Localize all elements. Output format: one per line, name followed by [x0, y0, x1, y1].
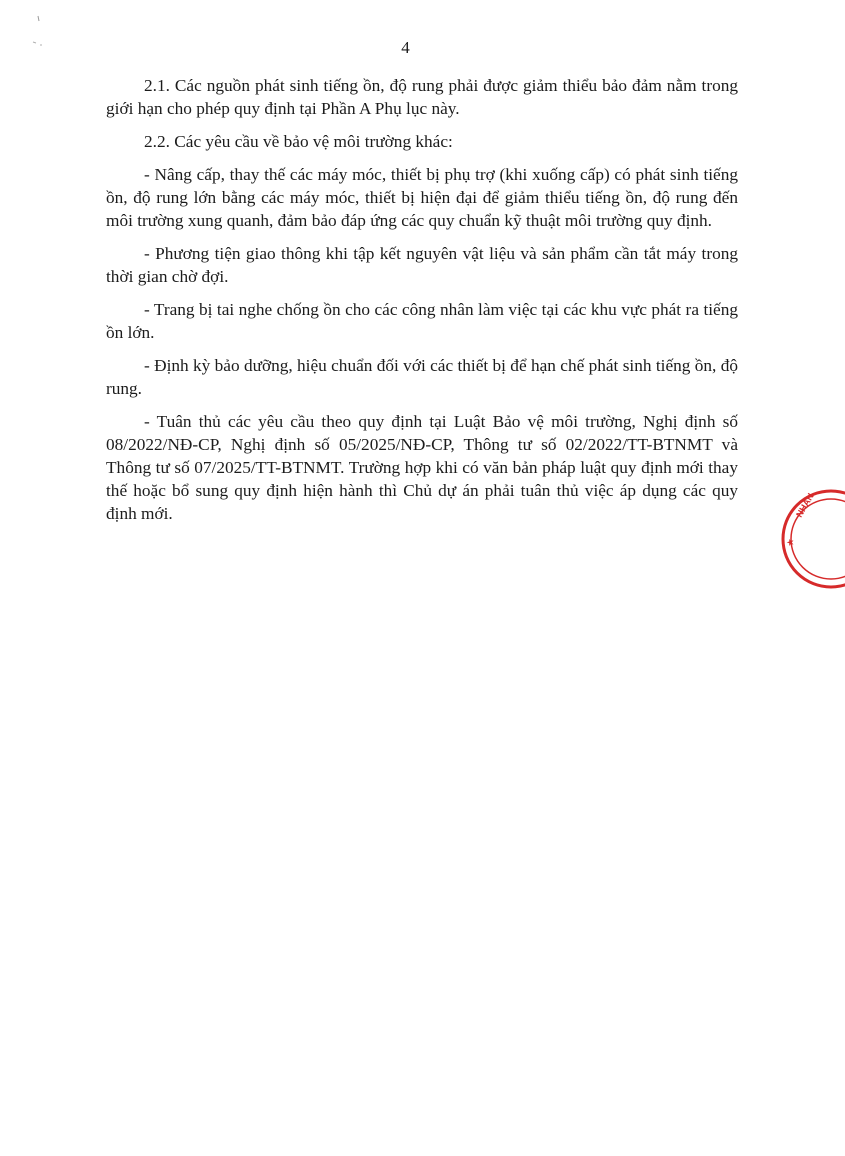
svg-text:NHÂN: NHÂN: [794, 491, 816, 519]
paragraph-ear-protection: - Trang bị tai nghe chống ồn cho các công nhân làm việc tại các khu vực phát ra tiếng ồn lớn.: [106, 300, 738, 342]
paragraph-2-1: 2.1. Các nguồn phát sinh tiếng ồn, độ rung phải được giảm thiểu bảo đảm nằm trong giới hạn cho phép quy định tại Phần A Phụ lục này.: [106, 76, 738, 118]
paragraph-upgrade-equipment: - Nâng cấp, thay thế các máy móc, thiết bị phụ trợ (khi xuống cấp) có phát sinh tiếng ồn, độ rung lớn bằng các máy móc, thiết bị hiện đại để giảm thiểu tiếng ồn, độ rung đến môi trường xung quanh, đảm bảo đáp ứng các quy chuẩn kỹ thuật môi trường quy định.: [106, 165, 738, 230]
svg-text:★: ★: [786, 538, 795, 546]
paragraph-2-2-heading: 2.2. Các yêu cầu về bảo vệ môi trường khác:: [144, 132, 453, 151]
red-seal-stamp-icon: [779, 488, 845, 590]
page-number: 4: [401, 38, 410, 57]
paragraph-maintenance: - Định kỳ bảo dưỡng, hiệu chuẩn đối với các thiết bị để hạn chế phát sinh tiếng ồn, độ rung.: [106, 356, 738, 398]
paragraph-vehicles: - Phương tiện giao thông khi tập kết nguyên vật liệu và sản phẩm cần tắt máy trong thời gian chờ đợi.: [106, 244, 738, 286]
paragraph-compliance: - Tuân thủ các yêu cầu theo quy định tại Luật Bảo vệ môi trường, Nghị định số 08/2022/NĐ-CP, Nghị định số 05/2025/NĐ-CP, Thông tư số 02/2022/TT-BTNMT và Thông tư số 07/2025/TT-BTNMT. Trường hợp khi có văn bản pháp luật quy định mới thay thế hoặc bổ sung quy định hiện hành thì Chủ dự án phải tuân thủ việc áp dụng các quy định mới.: [106, 412, 738, 523]
document-body: [106, 74, 738, 535]
